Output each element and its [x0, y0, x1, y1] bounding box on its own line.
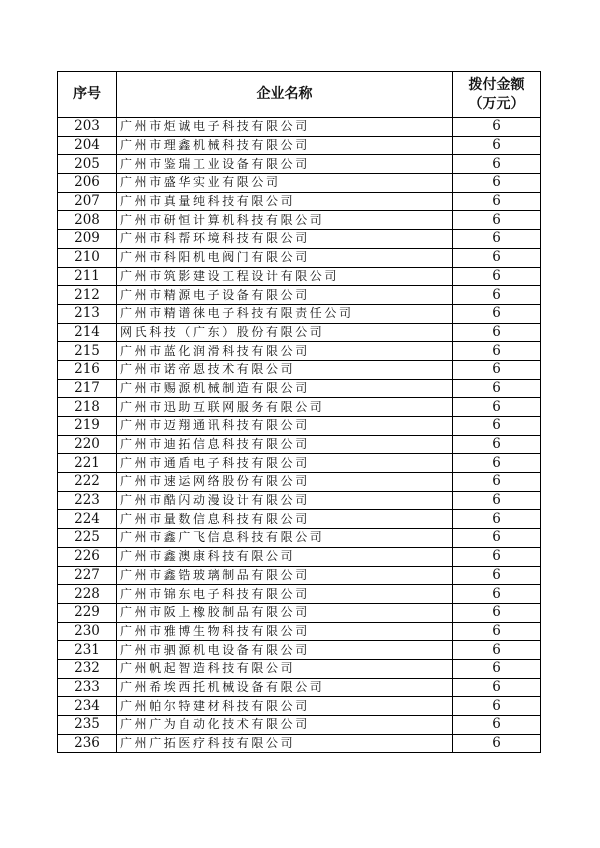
- amount-cell: 6: [453, 174, 541, 193]
- serial-number-cell: 215: [58, 342, 117, 361]
- table-row: [58, 417, 541, 436]
- amount-cell: 6: [453, 585, 541, 604]
- table-row: [58, 585, 541, 604]
- company-name-cell: 广州帆起智造科技有限公司: [117, 659, 453, 678]
- company-name-cell: 网氏科技（广东）股份有限公司: [117, 323, 453, 342]
- amount-cell: 6: [453, 211, 541, 230]
- company-name-cell: 广州市鉴瑞工业设备有限公司: [117, 155, 453, 174]
- table-row: [58, 678, 541, 697]
- amount-cell: 6: [453, 304, 541, 323]
- table-row: [58, 230, 541, 249]
- serial-number-cell: 231: [58, 641, 117, 660]
- company-name-cell: 广州市雅博生物科技有限公司: [117, 622, 453, 641]
- table-row: [58, 379, 541, 398]
- amount-cell: 6: [453, 286, 541, 305]
- table-row: [58, 174, 541, 193]
- company-name-cell: 广州市锦东电子科技有限公司: [117, 585, 453, 604]
- table-row: [58, 342, 541, 361]
- amount-cell: 6: [453, 323, 541, 342]
- amount-cell: 6: [453, 342, 541, 361]
- company-name-cell: 广州市真量纯科技有限公司: [117, 192, 453, 211]
- table-row: [58, 622, 541, 641]
- company-name-cell: 广州希埃西托机械设备有限公司: [117, 678, 453, 697]
- amount-cell: 6: [453, 678, 541, 697]
- serial-number-cell: 204: [58, 136, 117, 155]
- serial-number-cell: 211: [58, 267, 117, 286]
- table-row: [58, 641, 541, 660]
- serial-number-cell: 233: [58, 678, 117, 697]
- amount-cell: 6: [453, 267, 541, 286]
- company-name-cell: 广州市理鑫机械科技有限公司: [117, 136, 453, 155]
- funding-table: [57, 71, 541, 753]
- table-row: [58, 118, 541, 137]
- amount-cell: 6: [453, 697, 541, 716]
- company-name-cell: 广州市鑫锆玻璃制品有限公司: [117, 566, 453, 585]
- amount-cell: 6: [453, 659, 541, 678]
- company-name-cell: 广州市精谱徕电子科技有限责任公司: [117, 304, 453, 323]
- company-name-cell: 广州市驷源机电设备有限公司: [117, 641, 453, 660]
- company-name-cell: 广州市阪上橡胶制品有限公司: [117, 603, 453, 622]
- serial-number-cell: 225: [58, 529, 117, 548]
- table-row: [58, 360, 541, 379]
- company-name-cell: 广州广为自动化技术有限公司: [117, 716, 453, 735]
- header-amount-line2: （万元）: [468, 95, 525, 112]
- table-row: [58, 510, 541, 529]
- serial-number-cell: 234: [58, 697, 117, 716]
- serial-number-cell: 217: [58, 379, 117, 398]
- table-row: [58, 192, 541, 211]
- company-name-cell: 广州市迅助互联网服务有限公司: [117, 398, 453, 417]
- table-row: [58, 659, 541, 678]
- serial-number-cell: 203: [58, 118, 117, 137]
- amount-cell: 6: [453, 398, 541, 417]
- company-name-cell: 广州市蓝化润滑科技有限公司: [117, 342, 453, 361]
- serial-number-cell: 207: [58, 192, 117, 211]
- company-name-cell: 广州市量数信息科技有限公司: [117, 510, 453, 529]
- company-name-cell: 广州市科帮环境科技有限公司: [117, 230, 453, 249]
- company-name-cell: 广州市速运网络股份有限公司: [117, 473, 453, 492]
- serial-number-cell: 226: [58, 547, 117, 566]
- serial-number-cell: 228: [58, 585, 117, 604]
- table-row: [58, 734, 541, 753]
- serial-number-cell: 210: [58, 248, 117, 267]
- header-serial-number: 序号: [58, 72, 117, 118]
- serial-number-cell: 220: [58, 435, 117, 454]
- serial-number-cell: 224: [58, 510, 117, 529]
- table-row: [58, 473, 541, 492]
- table-row: [58, 547, 541, 566]
- table-row: [58, 491, 541, 510]
- amount-cell: 6: [453, 435, 541, 454]
- company-name-cell: 广州市筑影建设工程设计有限公司: [117, 267, 453, 286]
- amount-cell: 6: [453, 248, 541, 267]
- amount-cell: 6: [453, 118, 541, 137]
- amount-cell: 6: [453, 566, 541, 585]
- header-amount-line1: 拨付金额: [468, 76, 525, 93]
- serial-number-cell: 227: [58, 566, 117, 585]
- serial-number-cell: 232: [58, 659, 117, 678]
- table-row: [58, 603, 541, 622]
- table-row: [58, 286, 541, 305]
- serial-number-cell: 213: [58, 304, 117, 323]
- header-row: [58, 72, 541, 118]
- company-name-cell: 广州帕尔特建材科技有限公司: [117, 697, 453, 716]
- table-row: [58, 454, 541, 473]
- serial-number-cell: 230: [58, 622, 117, 641]
- serial-number-cell: 236: [58, 734, 117, 753]
- table-row: [58, 211, 541, 230]
- amount-cell: 6: [453, 547, 541, 566]
- serial-number-cell: 214: [58, 323, 117, 342]
- amount-cell: 6: [453, 230, 541, 249]
- company-name-cell: 广州市赐源机械制造有限公司: [117, 379, 453, 398]
- amount-cell: 6: [453, 622, 541, 641]
- serial-number-cell: 229: [58, 603, 117, 622]
- header-amount: [453, 72, 541, 118]
- company-name-cell: 广州市迪拓信息科技有限公司: [117, 435, 453, 454]
- amount-cell: 6: [453, 454, 541, 473]
- serial-number-cell: 205: [58, 155, 117, 174]
- amount-cell: 6: [453, 155, 541, 174]
- table-row: [58, 566, 541, 585]
- serial-number-cell: 216: [58, 360, 117, 379]
- serial-number-cell: 223: [58, 491, 117, 510]
- amount-cell: 6: [453, 603, 541, 622]
- table-row: [58, 716, 541, 735]
- serial-number-cell: 209: [58, 230, 117, 249]
- company-name-cell: 广州市酷闪动漫设计有限公司: [117, 491, 453, 510]
- amount-cell: 6: [453, 491, 541, 510]
- serial-number-cell: 218: [58, 398, 117, 417]
- company-name-cell: 广州市炬诚电子科技有限公司: [117, 118, 453, 137]
- amount-cell: 6: [453, 641, 541, 660]
- table-row: [58, 697, 541, 716]
- amount-cell: 6: [453, 417, 541, 436]
- company-name-cell: 广州广拓医疗科技有限公司: [117, 734, 453, 753]
- serial-number-cell: 212: [58, 286, 117, 305]
- amount-cell: 6: [453, 360, 541, 379]
- amount-cell: 6: [453, 734, 541, 753]
- serial-number-cell: 222: [58, 473, 117, 492]
- table-body: [58, 118, 541, 753]
- company-name-cell: 广州市诺帝恩技术有限公司: [117, 360, 453, 379]
- serial-number-cell: 219: [58, 417, 117, 436]
- company-name-cell: 广州市盛华实业有限公司: [117, 174, 453, 193]
- amount-cell: 6: [453, 473, 541, 492]
- table-row: [58, 529, 541, 548]
- table-row: [58, 155, 541, 174]
- amount-cell: 6: [453, 379, 541, 398]
- table-row: [58, 267, 541, 286]
- serial-number-cell: 235: [58, 716, 117, 735]
- table-row: [58, 323, 541, 342]
- company-name-cell: 广州市科阳机电阀门有限公司: [117, 248, 453, 267]
- amount-cell: 6: [453, 716, 541, 735]
- company-name-cell: 广州市通盾电子科技有限公司: [117, 454, 453, 473]
- amount-cell: 6: [453, 192, 541, 211]
- company-name-cell: 广州市迈翔通讯科技有限公司: [117, 417, 453, 436]
- table-header: [58, 72, 541, 118]
- table-row: [58, 248, 541, 267]
- company-name-cell: 广州市精源电子设备有限公司: [117, 286, 453, 305]
- amount-cell: 6: [453, 529, 541, 548]
- table-row: [58, 304, 541, 323]
- amount-cell: 6: [453, 136, 541, 155]
- company-name-cell: 广州市研恒计算机科技有限公司: [117, 211, 453, 230]
- table-row: [58, 435, 541, 454]
- serial-number-cell: 206: [58, 174, 117, 193]
- amount-cell: 6: [453, 510, 541, 529]
- serial-number-cell: 208: [58, 211, 117, 230]
- company-name-cell: 广州市鑫澳康科技有限公司: [117, 547, 453, 566]
- table-row: [58, 398, 541, 417]
- serial-number-cell: 221: [58, 454, 117, 473]
- table-row: [58, 136, 541, 155]
- header-company-name: 企业名称: [117, 72, 453, 118]
- company-name-cell: 广州市鑫广飞信息科技有限公司: [117, 529, 453, 548]
